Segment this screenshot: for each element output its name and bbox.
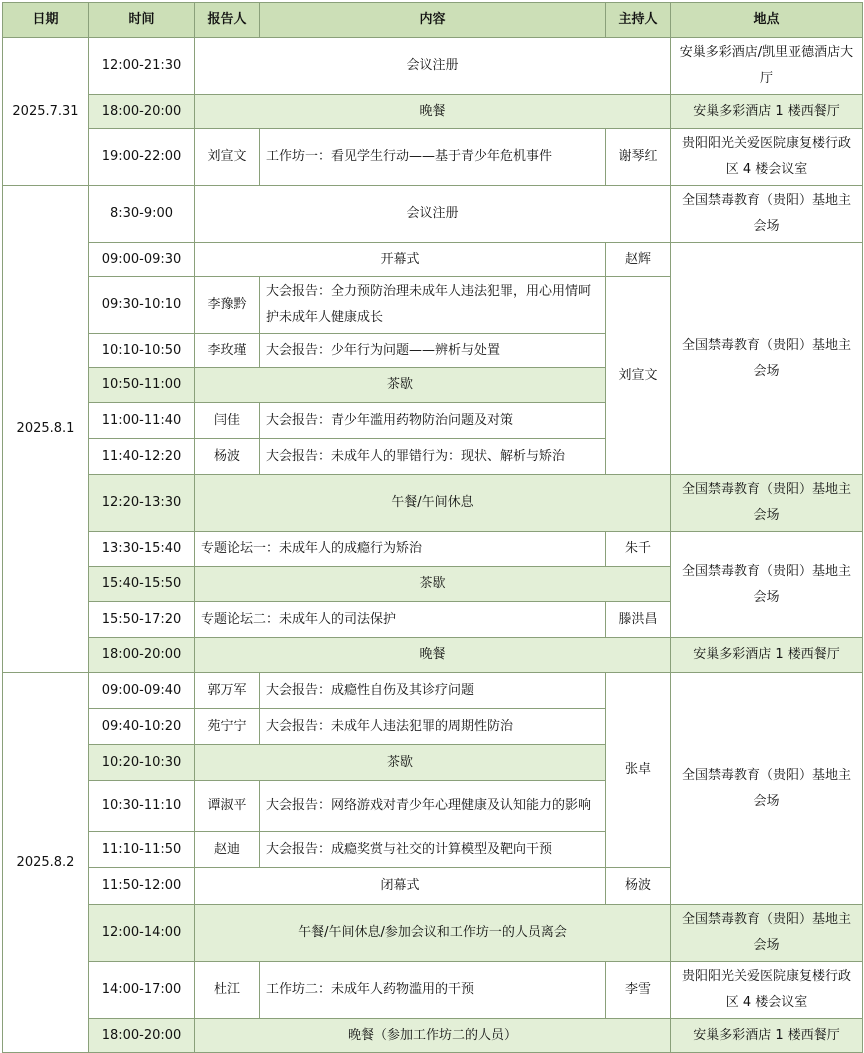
time-cell: 11:10-11:50: [89, 832, 195, 868]
date-cell: 2025.8.1: [3, 186, 89, 673]
host-cell: 谢琴红: [606, 129, 671, 186]
speaker-cell: 李豫黔: [195, 277, 260, 334]
header-date: 日期: [3, 3, 89, 38]
time-cell: 8:30-9:00: [89, 186, 195, 243]
venue-cell: 全国禁毒教育（贵阳）基地主会场: [671, 905, 863, 962]
time-cell: 18:00-20:00: [89, 1019, 195, 1053]
content-cell: 工作坊二：未成年人药物滥用的干预: [260, 962, 606, 1019]
time-cell: 10:30-11:10: [89, 781, 195, 832]
speaker-cell: 苑宁宁: [195, 709, 260, 745]
content-cell: 大会报告：成瘾性自伤及其诊疗问题: [260, 673, 606, 709]
content-cell: 开幕式: [195, 243, 606, 277]
host-cell: 滕洪昌: [606, 602, 671, 638]
speaker-cell: 谭淑平: [195, 781, 260, 832]
time-cell: 09:40-10:20: [89, 709, 195, 745]
venue-cell: 安巢多彩酒店 1 楼西餐厅: [671, 638, 863, 673]
content-cell: 工作坊一：看见学生行动——基于青少年危机事件: [260, 129, 606, 186]
content-cell: 大会报告：成瘾奖赏与社交的计算模型及靶向干预: [260, 832, 606, 868]
speaker-cell: 刘宣文: [195, 129, 260, 186]
time-cell: 15:40-15:50: [89, 567, 195, 602]
content-cell: 茶歇: [195, 368, 606, 403]
header-row: [3, 3, 863, 38]
content-cell: 专题论坛一：未成年人的成瘾行为矫治: [195, 532, 606, 567]
header-venue: 地点: [671, 3, 863, 38]
content-cell: 大会报告：网络游戏对青少年心理健康及认知能力的影响: [260, 781, 606, 832]
table-row: [3, 962, 863, 1019]
header-content: 内容: [260, 3, 606, 38]
venue-cell: 全国禁毒教育（贵阳）基地主会场: [671, 673, 863, 905]
time-cell: 10:20-10:30: [89, 745, 195, 781]
content-cell: 大会报告：未成年人的罪错行为：现状、解析与矫治: [260, 439, 606, 475]
host-cell: 赵辉: [606, 243, 671, 277]
time-cell: 18:00-20:00: [89, 638, 195, 673]
venue-cell: 全国禁毒教育（贵阳）基地主会场: [671, 186, 863, 243]
time-cell: 18:00-20:00: [89, 95, 195, 129]
time-cell: 11:50-12:00: [89, 868, 195, 905]
time-cell: 11:40-12:20: [89, 439, 195, 475]
content-cell: 午餐/午间休息: [195, 475, 671, 532]
host-cell: 李雪: [606, 962, 671, 1019]
content-cell: 大会报告：青少年滥用药物防治问题及对策: [260, 403, 606, 439]
table-row: [3, 95, 863, 129]
speaker-cell: 李玫瑾: [195, 334, 260, 368]
venue-cell: 全国禁毒教育（贵阳）基地主会场: [671, 243, 863, 475]
time-cell: 09:30-10:10: [89, 277, 195, 334]
time-cell: 09:00-09:40: [89, 673, 195, 709]
venue-cell: 贵阳阳光关爱医院康复楼行政区 4 楼会议室: [671, 962, 863, 1019]
time-cell: 11:00-11:40: [89, 403, 195, 439]
content-cell: 晚餐: [195, 95, 671, 129]
venue-cell: 安巢多彩酒店 1 楼西餐厅: [671, 95, 863, 129]
content-cell: 会议注册: [195, 186, 671, 243]
content-cell: 茶歇: [195, 745, 606, 781]
content-cell: 大会报告：全力预防治理未成年人违法犯罪，用心用情呵护未成年人健康成长: [260, 277, 606, 334]
time-cell: 10:50-11:00: [89, 368, 195, 403]
header-host: 主持人: [606, 3, 671, 38]
host-cell: 朱千: [606, 532, 671, 567]
header-time: 时间: [89, 3, 195, 38]
venue-cell: 安巢多彩酒店/凯里亚德酒店大厅: [671, 38, 863, 95]
table-row: [3, 673, 863, 709]
time-cell: 13:30-15:40: [89, 532, 195, 567]
time-cell: 12:00-21:30: [89, 38, 195, 95]
host-cell: 杨波: [606, 868, 671, 905]
date-cell: 2025.7.31: [3, 38, 89, 186]
speaker-cell: 赵迪: [195, 832, 260, 868]
time-cell: 19:00-22:00: [89, 129, 195, 186]
venue-cell: 全国禁毒教育（贵阳）基地主会场: [671, 532, 863, 638]
header-speaker: 报告人: [195, 3, 260, 38]
table-row: [3, 243, 863, 277]
time-cell: 12:20-13:30: [89, 475, 195, 532]
time-cell: 14:00-17:00: [89, 962, 195, 1019]
table-row: [3, 186, 863, 243]
content-cell: 闭幕式: [195, 868, 606, 905]
time-cell: 10:10-10:50: [89, 334, 195, 368]
content-cell: 午餐/午间休息/参加会议和工作坊一的人员离会: [195, 905, 671, 962]
content-cell: 专题论坛二：未成年人的司法保护: [195, 602, 606, 638]
content-cell: 晚餐（参加工作坊二的人员）: [195, 1019, 671, 1053]
table-row: [3, 638, 863, 673]
speaker-cell: 闫佳: [195, 403, 260, 439]
table-row: [3, 475, 863, 532]
content-cell: 茶歇: [195, 567, 671, 602]
table-row: [3, 532, 863, 567]
speaker-cell: 郭万军: [195, 673, 260, 709]
venue-cell: 全国禁毒教育（贵阳）基地主会场: [671, 475, 863, 532]
time-cell: 12:00-14:00: [89, 905, 195, 962]
date-cell: 2025.8.2: [3, 673, 89, 1053]
table-row: [3, 129, 863, 186]
venue-cell: 安巢多彩酒店 1 楼西餐厅: [671, 1019, 863, 1053]
time-cell: 15:50-17:20: [89, 602, 195, 638]
venue-cell: 贵阳阳光关爱医院康复楼行政区 4 楼会议室: [671, 129, 863, 186]
host-cell: 张卓: [606, 673, 671, 868]
time-cell: 09:00-09:30: [89, 243, 195, 277]
table-row: [3, 38, 863, 95]
host-cell: 刘宣文: [606, 277, 671, 475]
content-cell: 晚餐: [195, 638, 671, 673]
table-row: [3, 905, 863, 962]
content-cell: 大会报告：少年行为问题——辨析与处置: [260, 334, 606, 368]
speaker-cell: 杨波: [195, 439, 260, 475]
speaker-cell: 杜江: [195, 962, 260, 1019]
schedule-table: [2, 2, 863, 1053]
content-cell: 会议注册: [195, 38, 671, 95]
content-cell: 大会报告：未成年人违法犯罪的周期性防治: [260, 709, 606, 745]
